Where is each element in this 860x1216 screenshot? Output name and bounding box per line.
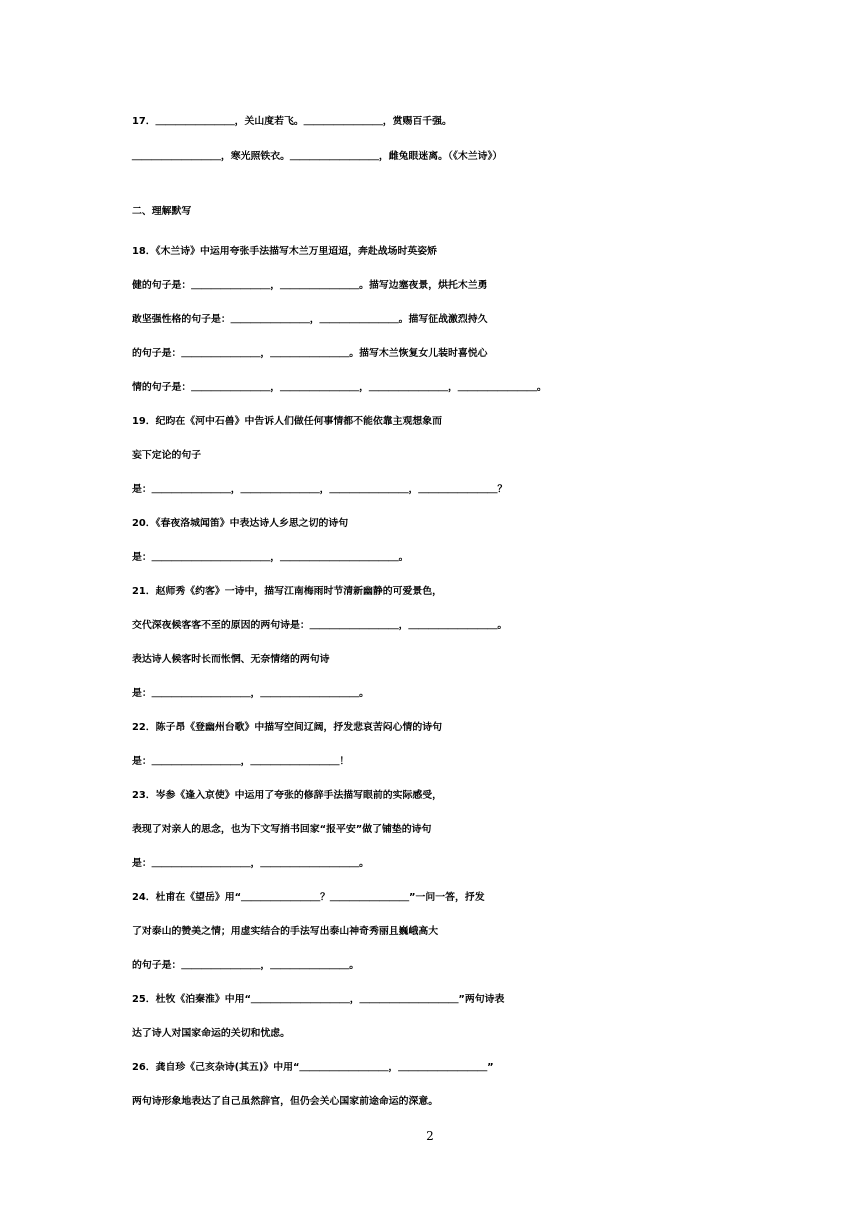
page-number: 2 bbox=[426, 1129, 434, 1143]
question-18-line-1: 18．《木兰诗》中运用夸张手法描写木兰万里迢迢，奔赴战场时英姿矫 bbox=[132, 246, 438, 257]
question-17-line-2: ＿＿＿＿＿＿＿＿＿，寒光照铁衣。＿＿＿＿＿＿＿＿＿，雌兔眼迷离。（《木兰诗》） bbox=[132, 151, 503, 162]
question-19-line-2: 妄下定论的句子 bbox=[132, 450, 202, 461]
question-21-line-1: 21．赵师秀《约客》一诗中，描写江南梅雨时节清新幽静的可爱景色， bbox=[132, 586, 442, 597]
question-21-line-3: 表达诗人候客时长而怅惘、无奈情绪的两句诗 bbox=[132, 654, 330, 665]
question-22-line-2: 是：＿＿＿＿＿＿＿＿＿，＿＿＿＿＿＿＿＿＿！ bbox=[132, 756, 350, 767]
question-18-line-4: 的句子是：＿＿＿＿＿＿＿＿，＿＿＿＿＿＿＿＿。描写木兰恢复女儿装时喜悦心 bbox=[132, 348, 488, 359]
question-18-line-2: 健的句子是：＿＿＿＿＿＿＿＿，＿＿＿＿＿＿＿＿。描写边塞夜景，烘托木兰勇 bbox=[132, 280, 488, 291]
question-26-line-2: 两句诗形象地表达了自己虽然辞官，但仍会关心国家前途命运的深意。 bbox=[132, 1096, 439, 1107]
question-24-line-1: 24．杜甫在《望岳》用“＿＿＿＿＿＿＿＿？＿＿＿＿＿＿＿＿”一问一答，抒发 bbox=[132, 892, 485, 903]
question-24-line-3: 的句子是：＿＿＿＿＿＿＿＿，＿＿＿＿＿＿＿＿。 bbox=[132, 960, 360, 971]
question-19-line-1: 19．纪昀在《河中石兽》中告诉人们做任何事情都不能依靠主观想象而 bbox=[132, 416, 442, 427]
question-23-line-2: 表现了对亲人的思念，也为下文写捎书回家“报平安”做了铺垫的诗句 bbox=[132, 824, 432, 835]
question-25-line-2: 达了诗人对国家命运的关切和忧虑。 bbox=[132, 1028, 291, 1039]
section-heading: 二、理解默写 bbox=[132, 206, 192, 217]
question-17-line-1: 17．＿＿＿＿＿＿＿＿，关山度若飞。＿＿＿＿＿＿＿＿，赏赐百千强。 bbox=[132, 116, 452, 127]
question-23-line-1: 23．岑参《逢入京使》中运用了夸张的修辞手法描写眼前的实际感受， bbox=[132, 790, 442, 801]
question-18-line-5: 情的句子是：＿＿＿＿＿＿＿＿，＿＿＿＿＿＿＿＿，＿＿＿＿＿＿＿＿，＿＿＿＿＿＿＿＿。 bbox=[132, 382, 547, 393]
question-20-line-2: 是：＿＿＿＿＿＿＿＿＿＿＿＿，＿＿＿＿＿＿＿＿＿＿＿＿。 bbox=[132, 552, 409, 563]
question-25-line-1: 25．杜牧《泊秦淮》中用“＿＿＿＿＿＿＿＿＿＿，＿＿＿＿＿＿＿＿＿＿”两句诗表 bbox=[132, 994, 505, 1005]
question-19-line-3: 是：＿＿＿＿＿＿＿＿，＿＿＿＿＿＿＿＿，＿＿＿＿＿＿＿＿，＿＿＿＿＿＿＿＿？ bbox=[132, 484, 508, 495]
question-21-line-2: 交代深夜候客客不至的原因的两句诗是：＿＿＿＿＿＿＿＿＿，＿＿＿＿＿＿＿＿＿。 bbox=[132, 620, 508, 631]
question-18-line-3: 敢坚强性格的句子是：＿＿＿＿＿＿＿＿，＿＿＿＿＿＿＿＿。描写征战激烈持久 bbox=[132, 314, 488, 325]
question-21-line-4: 是：＿＿＿＿＿＿＿＿＿＿，＿＿＿＿＿＿＿＿＿＿。 bbox=[132, 688, 370, 699]
question-24-line-2: 了对泰山的赞美之情；用虚实结合的手法写出泰山神奇秀丽且巍峨高大 bbox=[132, 926, 439, 937]
question-22-line-1: 22．陈子昂《登幽州台歌》中描写空间辽阔，抒发悲哀苦闷心情的诗句 bbox=[132, 722, 442, 733]
question-23-line-3: 是：＿＿＿＿＿＿＿＿＿＿，＿＿＿＿＿＿＿＿＿＿。 bbox=[132, 858, 370, 869]
question-20-line-1: 20．《春夜洛城闻笛》中表达诗人乡思之切的诗句 bbox=[132, 518, 349, 529]
question-26-line-1: 26．龚自珍《己亥杂诗(其五)》中用“＿＿＿＿＿＿＿＿＿，＿＿＿＿＿＿＿＿＿” bbox=[132, 1062, 494, 1073]
